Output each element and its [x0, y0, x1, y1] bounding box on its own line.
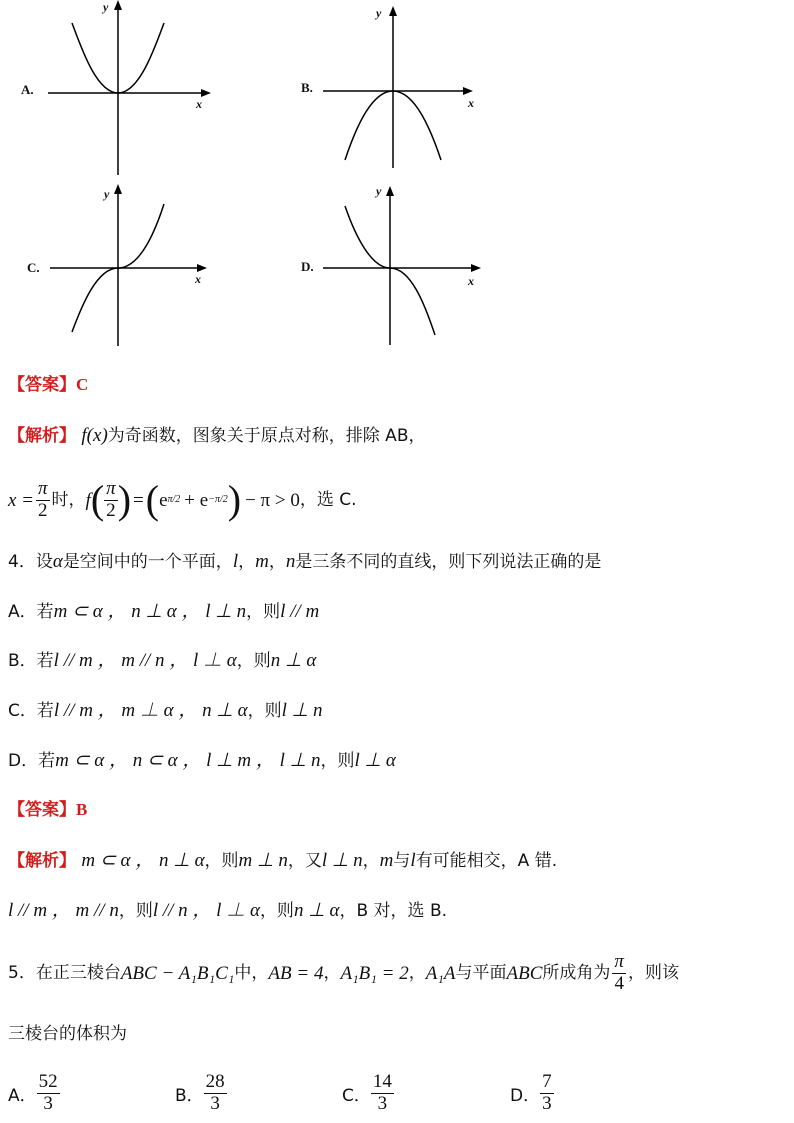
y-axis-arrow: [114, 0, 122, 10]
q4-stem: 4．设α是空间中的一个平面，l，m，n是三条不同的直线，则下列说法正确的是: [8, 551, 602, 572]
text: 时，: [51, 489, 86, 510]
pi-over-2: $\frac{\pi}{2}$: [38, 477, 48, 521]
q4-analysis-line1: 【解析】 m ⊂ α ， n ⊥ α，则m ⊥ n，又l ⊥ n，m与l有可能相交，A 错.: [8, 850, 558, 871]
exp2: −π/2: [208, 494, 228, 505]
x-label: x: [468, 274, 474, 288]
q3-answer: [8, 376, 88, 394]
x-label: x: [195, 272, 201, 286]
q4-option-a: A．若m ⊂ α ， n ⊥ α ， l ⊥ n，则l // m: [8, 601, 320, 622]
fx: f(x): [81, 425, 108, 446]
x-eq: x =: [8, 489, 35, 511]
x-axis-arrow: [197, 264, 207, 272]
answer-value: C: [76, 375, 89, 394]
y-label: y: [376, 6, 382, 20]
graph-b-svg: [295, 0, 495, 180]
q4-option-c: C．若l // m ， m ⊥ α ， n ⊥ α，则l ⊥ n: [8, 700, 323, 721]
q5-choice-a[interactable]: A． $\frac{52}{3}$: [8, 1071, 58, 1114]
pi-over-4: $\frac{\pi}{4}$: [614, 950, 624, 994]
y-axis-arrow: [389, 6, 397, 16]
answer-value: B: [76, 800, 88, 819]
plus-e: + e: [184, 489, 209, 511]
f: f: [85, 489, 91, 511]
exp1: π/2: [167, 494, 181, 505]
q5-choice-b[interactable]: B． $\frac{28}{3}$: [175, 1071, 225, 1114]
equals: =: [133, 489, 144, 511]
q4-option-d: D．若m ⊂ α ， n ⊂ α ， l ⊥ m ， l ⊥ n，则l ⊥ α: [8, 750, 396, 771]
analysis-tag: 【解析】: [8, 851, 76, 871]
q3-analysis-line1: [8, 426, 425, 445]
e1: e: [159, 489, 168, 511]
graph-a: [15, 0, 215, 180]
q5-choice-d[interactable]: D． $\frac{7}{3}$: [510, 1071, 552, 1114]
q3-analysis-line2: [8, 470, 357, 530]
q5-stem-line1: 5．在正三棱台 ABC − A₁B₁C₁ 中， AB = 4 ， A₁B₁ = 2 ， A₁A 与平面 ABC 所成角为 $\frac{\pi}{4}$ ，则该: [8, 950, 679, 994]
x-axis-arrow: [471, 264, 481, 272]
y-axis-arrow: [114, 184, 122, 194]
paren: ): [227, 477, 242, 522]
graph-letter: D.: [301, 259, 314, 274]
q5-stem-line2: 三棱台的体积为: [8, 1024, 127, 1044]
q4-option-b: B．若l // m ， m // n ， l ⊥ α，则n ⊥ α: [8, 650, 317, 671]
y-axis-arrow: [386, 186, 394, 196]
graph-b: [295, 0, 495, 180]
graph-letter: B.: [301, 80, 313, 95]
x-axis-arrow: [463, 87, 473, 95]
y-label: y: [104, 187, 110, 201]
graph-c-svg: [15, 180, 215, 350]
q4-analysis-line2: l // m ， m // n，则l // n ， l ⊥ α，则n ⊥ α，B 对，选 B.: [8, 900, 448, 921]
answer-tag: 【答案】: [8, 800, 76, 820]
paren: (: [145, 477, 160, 522]
y-label: y: [103, 0, 109, 14]
minus-pi: − π > 0: [245, 489, 300, 511]
graph-d: [295, 180, 495, 350]
paren: ): [117, 477, 132, 522]
graph-letter: A.: [21, 82, 34, 97]
q4-answer: [8, 801, 87, 819]
q5-choice-c[interactable]: C． $\frac{14}{3}$: [342, 1071, 392, 1114]
y-label: y: [376, 184, 382, 198]
analysis-tag: 【解析】: [8, 426, 76, 446]
x-axis-arrow: [201, 89, 211, 97]
text: ，选 C.: [299, 489, 357, 510]
pi-over-2: $\frac{\pi}{2}$: [106, 477, 116, 521]
text: 为奇函数，图象关于原点对称，排除 AB，: [107, 426, 426, 446]
graph-letter: C.: [27, 260, 40, 275]
answer-tag: 【答案】: [8, 375, 76, 395]
x-label: x: [196, 97, 202, 111]
graph-d-svg: [295, 180, 495, 350]
graph-a-svg: [15, 0, 215, 180]
graph-c: [15, 180, 215, 350]
x-label: x: [468, 96, 474, 110]
paren: (: [90, 477, 105, 522]
